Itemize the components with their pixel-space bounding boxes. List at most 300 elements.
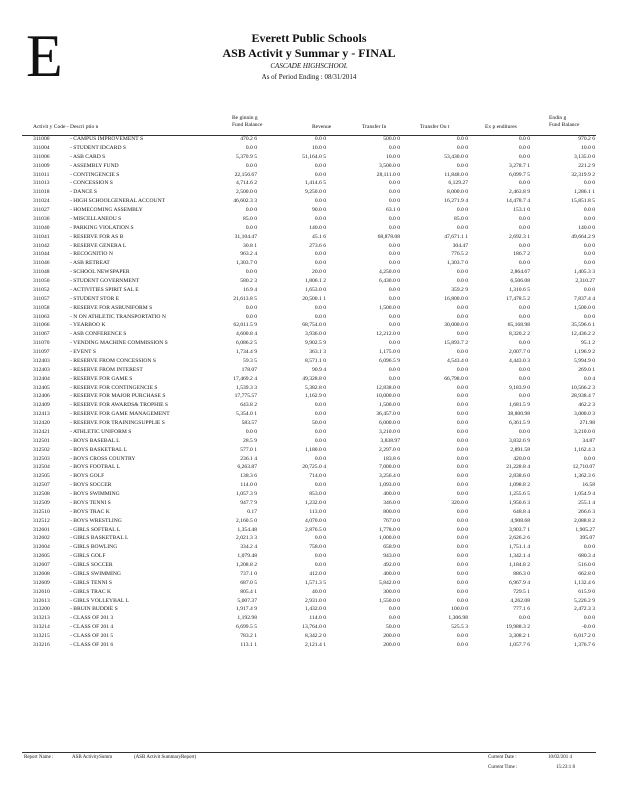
row-ending-balance: 0.0 0 xyxy=(583,260,595,267)
row-code: 311036 xyxy=(33,215,50,222)
row-revenue: 0.0 0 xyxy=(314,455,326,462)
row-revenue: 20.0 0 xyxy=(312,269,326,276)
table-row xyxy=(0,401,618,410)
row-code: 312420 xyxy=(33,420,50,426)
row-ending-balance: 615.9 0 xyxy=(578,588,595,595)
table-row xyxy=(0,490,618,499)
row-transfer-out: 0.0 0 xyxy=(456,437,468,444)
row-beginning-balance: 687.0 5 xyxy=(240,579,257,586)
row-description: - SCHOOL NEWSPAPER xyxy=(70,269,130,276)
row-description: - GIRLS TENNI S xyxy=(70,579,113,586)
table-row xyxy=(0,570,618,579)
row-beginning-balance: 947.7 9 xyxy=(240,499,257,506)
row-transfer-out: 0.0 0 xyxy=(456,446,468,453)
row-revenue: 10.0 0 xyxy=(312,144,326,151)
row-revenue: 140.0 0 xyxy=(309,224,326,231)
row-ending-balance: 1,362.3 6 xyxy=(574,473,595,480)
row-transfer-in: 68,878.08 xyxy=(377,233,400,240)
row-beginning-balance: 1,303.7 0 xyxy=(236,260,257,267)
row-ending-balance: 462.2 3 xyxy=(578,402,595,409)
row-ending-balance: 0.0 4 xyxy=(583,375,595,382)
row-code: 311024 xyxy=(33,198,50,205)
row-description: - ASSEMBLY FUND xyxy=(70,162,119,169)
row-beginning-balance: 46,602.3 3 xyxy=(233,198,257,205)
row-expenditures: 886.3 0 xyxy=(513,570,530,577)
table-row xyxy=(0,153,618,162)
current-time-label: Current Time : xyxy=(488,765,518,770)
row-description: - GIRLS GOLF xyxy=(70,553,106,560)
report-name-description: (ASB Activit SummaryReport) xyxy=(134,755,197,760)
row-description: - PARKING VIOLATION S xyxy=(70,224,134,231)
row-beginning-balance: 4,714.6 2 xyxy=(236,180,257,187)
footer-divider xyxy=(22,752,596,753)
row-ending-balance: 32,319.9 2 xyxy=(571,171,595,178)
row-description: - CONTINGENCIE S xyxy=(70,171,120,178)
row-revenue: 0.0 0 xyxy=(314,136,326,142)
row-transfer-in: 800.0 0 xyxy=(383,508,400,515)
row-code: 312610 xyxy=(33,588,50,595)
row-revenue: 4,070.0 0 xyxy=(305,517,326,524)
row-description: - YEARBOO K xyxy=(70,322,106,329)
row-transfer-in: 0.0 0 xyxy=(388,189,400,196)
row-transfer-out: 47,671.1 1 xyxy=(444,233,468,240)
row-revenue: 0.0 0 xyxy=(314,562,326,568)
row-transfer-out: 320.0 0 xyxy=(451,499,468,506)
row-transfer-in: 28,111.0 0 xyxy=(376,171,400,178)
row-ending-balance: 5,226.2 9 xyxy=(574,597,595,604)
row-transfer-in: 500.0 0 xyxy=(383,136,400,142)
table-row xyxy=(0,419,618,428)
row-code: 311042 xyxy=(33,242,50,249)
row-transfer-out: 0.0 0 xyxy=(456,597,468,604)
row-ending-balance: 0.0 0 xyxy=(583,286,595,293)
row-revenue: 1,653.0 0 xyxy=(305,286,326,293)
row-revenue: 1,162.9 0 xyxy=(305,393,326,400)
row-beginning-balance: 4,600.8 4 xyxy=(236,331,257,338)
row-transfer-in: 0.0 0 xyxy=(388,322,400,329)
row-expenditures: 17,478.5 2 xyxy=(506,295,530,302)
row-ending-balance: 2,310.27 xyxy=(575,278,595,284)
row-revenue: 412.0 0 xyxy=(309,570,326,577)
row-ending-balance: 2,088.8 2 xyxy=(574,517,595,524)
row-code: 312601 xyxy=(33,526,50,533)
row-transfer-out: 8,000.0 0 xyxy=(447,189,468,196)
row-transfer-out: 0.0 0 xyxy=(456,224,468,231)
row-expenditures: 0.0 0 xyxy=(518,428,530,435)
row-beginning-balance: 1,539.3 3 xyxy=(236,384,257,391)
row-revenue: 9,902.5 9 xyxy=(305,340,326,347)
row-code: 312409 xyxy=(33,402,50,409)
row-transfer-in: 492.0 0 xyxy=(383,562,400,568)
row-code: 311063 xyxy=(33,313,50,320)
row-transfer-out: 525.5 3 xyxy=(451,624,468,631)
row-expenditures: 0.0 0 xyxy=(518,393,530,400)
row-transfer-in: 400.0 0 xyxy=(383,491,400,497)
row-beginning-balance: 5,007.37 xyxy=(237,597,257,604)
table-row xyxy=(0,508,618,517)
row-transfer-out: 0.0 0 xyxy=(456,136,468,142)
row-transfer-in: 200.0 0 xyxy=(383,641,400,648)
row-revenue: 0.0 0 xyxy=(314,215,326,222)
row-revenue: 0.0 0 xyxy=(314,304,326,311)
row-transfer-out: 100.0 0 xyxy=(451,606,468,613)
row-transfer-out: 53,430.0 0 xyxy=(444,153,468,160)
row-transfer-in: 0.0 0 xyxy=(388,615,400,622)
row-expenditures: 1,342.1 4 xyxy=(509,553,530,560)
row-transfer-out: 0.0 0 xyxy=(456,144,468,151)
row-transfer-in: 0.0 0 xyxy=(388,260,400,267)
row-transfer-in: 0.0 0 xyxy=(388,606,400,613)
table-row xyxy=(0,410,618,419)
row-code: 312413 xyxy=(33,411,50,418)
report-title: ASB Activit y Summar y - FINAL xyxy=(222,46,396,60)
row-ending-balance: 2,472.3 3 xyxy=(574,606,595,613)
current-date-label: Current Date : xyxy=(488,755,517,760)
row-ending-balance: 34.87 xyxy=(582,437,595,444)
row-description: - ASB CARD S xyxy=(70,153,106,160)
row-ending-balance: 1,905.27 xyxy=(575,526,595,533)
row-description: - CAMPUS IMPROVEMENT S xyxy=(70,136,144,142)
row-description: - DANCE S xyxy=(70,189,98,196)
row-beginning-balance: 805.4 1 xyxy=(240,588,257,595)
table-row xyxy=(0,357,618,366)
row-expenditures: 0.0 0 xyxy=(518,180,530,187)
row-transfer-out: 0.0 0 xyxy=(456,508,468,515)
row-transfer-in: 12,212.0 0 xyxy=(376,331,400,338)
row-expenditures: 6,361.5 9 xyxy=(509,420,530,426)
row-transfer-in: 10.0 0 xyxy=(386,153,400,160)
row-transfer-out: 11,848.0 0 xyxy=(444,171,468,178)
row-code: 312510 xyxy=(33,508,50,515)
row-description: - BOYS CROSS COUNTRY xyxy=(70,455,136,462)
row-description: - ACTIVITIES SPIRIT SAL E xyxy=(70,286,139,293)
row-transfer-in: 63.1 0 xyxy=(386,207,400,213)
row-ending-balance: 1,376.7 6 xyxy=(574,641,595,648)
row-revenue: 0.0 0 xyxy=(314,482,326,489)
row-beginning-balance: 178.07 xyxy=(241,366,257,373)
row-description: - BOYS WRESTLING xyxy=(70,517,122,524)
row-transfer-in: 1,500.0 0 xyxy=(379,304,400,311)
row-ending-balance: 1,054.9 4 xyxy=(574,491,595,497)
row-transfer-out: 6,129.27 xyxy=(448,180,468,187)
row-code: 312604 xyxy=(33,544,50,551)
row-beginning-balance: 85.0 0 xyxy=(243,215,257,222)
row-ending-balance: 7,837.4 4 xyxy=(574,295,595,302)
row-expenditures: 420.0 0 xyxy=(513,455,530,462)
table-row xyxy=(0,384,618,393)
table-row xyxy=(0,242,618,251)
row-expenditures: 0.0 0 xyxy=(518,260,530,267)
table-row xyxy=(0,614,618,623)
row-description: - HIGH SCHOOLGENERAL ACCOUNT xyxy=(70,198,166,205)
row-revenue: 0.0 0 xyxy=(314,162,326,169)
row-expenditures: 4,908.68 xyxy=(510,517,530,524)
row-description: - ASB CONFERENCE S xyxy=(70,331,127,338)
row-expenditures: 1,184.8 2 xyxy=(509,562,530,568)
row-revenue: 0.0 0 xyxy=(314,535,326,542)
row-code: 312505 xyxy=(33,473,50,480)
row-description: - GIRLS BOWLING xyxy=(70,544,118,551)
row-beginning-balance: 737.1 0 xyxy=(240,570,257,577)
row-revenue: 0.0 0 xyxy=(314,251,326,258)
row-revenue: 50.0 0 xyxy=(312,420,326,426)
row-revenue: 49,328.8 0 xyxy=(302,375,326,382)
row-transfer-out: 0.0 0 xyxy=(456,402,468,409)
row-beginning-balance: 17,469.2 4 xyxy=(233,375,257,382)
table-row xyxy=(0,339,618,348)
row-transfer-out: 0.0 0 xyxy=(456,553,468,560)
row-ending-balance: 3,135.0 0 xyxy=(574,153,595,160)
row-beginning-balance: 22,156.67 xyxy=(234,171,257,178)
row-beginning-balance: 643.8 2 xyxy=(240,402,257,409)
column-header-beginning-line1: Be ginnin g xyxy=(232,115,258,121)
row-revenue: 0.0 0 xyxy=(314,313,326,320)
row-expenditures: 14,478.7 4 xyxy=(506,198,530,205)
row-transfer-out: 0.0 0 xyxy=(456,428,468,435)
row-revenue: 363.1 3 xyxy=(309,349,326,355)
row-transfer-in: 0.0 0 xyxy=(388,313,400,320)
row-code: 312509 xyxy=(33,499,50,506)
row-revenue: 853.0 0 xyxy=(309,491,326,497)
row-expenditures: 1,255.6 5 xyxy=(509,491,530,497)
row-code: 312501 xyxy=(33,437,50,444)
row-transfer-out: 1,306.98 xyxy=(448,615,468,622)
row-ending-balance: 3,210.0 0 xyxy=(574,428,595,435)
row-transfer-in: 1,000.0 0 xyxy=(379,535,400,542)
row-ending-balance: 395.07 xyxy=(579,535,595,542)
row-beginning-balance: 6,263.87 xyxy=(237,464,257,471)
row-transfer-out: 359.2 9 xyxy=(451,286,468,293)
row-beginning-balance: 963.2 4 xyxy=(240,251,257,258)
current-date-value: 10/02/201 4 xyxy=(548,755,573,760)
row-transfer-in: 0.0 0 xyxy=(388,242,400,249)
table-row xyxy=(0,313,618,322)
row-beginning-balance: 1,192.98 xyxy=(237,615,257,622)
row-beginning-balance: 16.9 4 xyxy=(243,286,257,293)
row-transfer-out: 0.0 0 xyxy=(456,455,468,462)
row-expenditures: 0.0 0 xyxy=(518,615,530,622)
row-transfer-out: 0.0 0 xyxy=(456,313,468,320)
row-revenue: 2,931.0 0 xyxy=(305,597,326,604)
row-beginning-balance: 31,104.47 xyxy=(234,233,257,240)
row-beginning-balance: 0.0 0 xyxy=(245,144,257,151)
row-transfer-out: 0.0 0 xyxy=(456,482,468,489)
column-header-beginning-line2: Fund Balance xyxy=(232,122,263,128)
row-transfer-out: 0.0 0 xyxy=(456,162,468,169)
row-expenditures: 0.0 0 xyxy=(518,375,530,382)
row-ending-balance: 0.0 0 xyxy=(583,207,595,213)
row-beginning-balance: 113.1 1 xyxy=(240,641,257,648)
row-transfer-in: 0.0 0 xyxy=(388,180,400,187)
row-revenue: 9,250.0 0 xyxy=(305,189,326,196)
row-revenue: 45.1 6 xyxy=(312,233,326,240)
row-expenditures: 4,262.08 xyxy=(510,597,530,604)
row-beginning-balance: 0.0 0 xyxy=(245,304,257,311)
row-code: 311004 xyxy=(33,144,50,151)
row-beginning-balance: 0.0 0 xyxy=(245,313,257,320)
row-transfer-out: 0.0 0 xyxy=(456,393,468,400)
row-ending-balance: 16.58 xyxy=(582,482,595,489)
row-transfer-out: 16,271.9 4 xyxy=(444,198,468,205)
row-ending-balance: 28,938.4 7 xyxy=(571,393,595,400)
row-beginning-balance: 0.0 0 xyxy=(245,162,257,169)
row-code: 312609 xyxy=(33,579,50,586)
row-ending-balance: 0.0 0 xyxy=(583,215,595,222)
row-transfer-in: 0.0 0 xyxy=(388,224,400,231)
row-transfer-out: 0.0 0 xyxy=(456,331,468,338)
row-transfer-in: 0.0 0 xyxy=(388,366,400,373)
row-beginning-balance: 1,208.8 2 xyxy=(236,562,257,568)
row-revenue: 114.0 0 xyxy=(309,615,326,622)
row-code: 311040 xyxy=(33,224,50,231)
row-expenditures: 1,751.1 4 xyxy=(509,544,530,551)
table-row xyxy=(0,321,618,330)
row-description: - MISCELLANEOU S xyxy=(70,215,122,222)
row-ending-balance: 255.1 4 xyxy=(578,499,595,506)
row-transfer-in: 300.0 0 xyxy=(383,588,400,595)
row-expenditures: 2,891.58 xyxy=(510,446,530,453)
row-expenditures: 2,838.6 0 xyxy=(509,473,530,480)
row-code: 311013 xyxy=(33,180,50,187)
row-revenue: 20,500.1 1 xyxy=(302,295,326,302)
row-expenditures: 1,057.7 6 xyxy=(509,641,530,648)
row-revenue: 1,414.6 5 xyxy=(305,180,326,187)
row-expenditures: 2,007.7 0 xyxy=(509,349,530,355)
row-description: - RESERVE FOR MAJOR PURCHASE S xyxy=(70,393,166,400)
table-row xyxy=(0,428,618,437)
row-description: - BRUIN BUDDIE S xyxy=(70,606,118,613)
row-beginning-balance: 783.2 1 xyxy=(240,633,257,639)
row-beginning-balance: 0.0 0 xyxy=(245,428,257,435)
row-code: 312602 xyxy=(33,535,50,542)
row-description: - RESERVE FROM CONCESSION S xyxy=(70,357,156,364)
row-transfer-in: 3,256.4 0 xyxy=(379,473,400,480)
row-transfer-in: 183.8 6 xyxy=(383,455,400,462)
column-header-ending-line2: Fund Balance xyxy=(549,122,580,128)
row-expenditures: 0.0 0 xyxy=(518,340,530,347)
table-row xyxy=(0,162,618,171)
row-beginning-balance: 0.0 0 xyxy=(245,224,257,231)
row-code: 311048 xyxy=(33,269,50,276)
row-description: - GIRLS SOCCER xyxy=(70,562,113,568)
row-ending-balance: 6,017.2 0 xyxy=(574,633,595,639)
table-row xyxy=(0,295,618,304)
row-ending-balance: 95.1 2 xyxy=(581,340,595,347)
row-transfer-in: 0.0 0 xyxy=(388,295,400,302)
row-ending-balance: 266.6 3 xyxy=(578,508,595,515)
row-beginning-balance: 580.2 3 xyxy=(240,278,257,284)
row-transfer-out: 0.0 0 xyxy=(456,562,468,568)
row-description: - BOYS GOLF xyxy=(70,473,105,480)
table-row xyxy=(0,135,618,144)
row-code: 311027 xyxy=(33,207,50,213)
row-code: 311052 xyxy=(33,286,50,293)
row-revenue: 0.0 0 xyxy=(314,198,326,205)
row-transfer-in: 0.0 0 xyxy=(388,340,400,347)
row-code: 312605 xyxy=(33,553,50,560)
row-revenue: 0.0 0 xyxy=(314,553,326,560)
row-code: 312507 xyxy=(33,482,50,489)
row-revenue: 1,571.3 5 xyxy=(305,579,326,586)
row-transfer-out: 0.0 0 xyxy=(456,535,468,542)
row-expenditures: 38,800.98 xyxy=(507,411,530,418)
column-header-expenditures: Ex p enditures xyxy=(485,124,517,130)
table-row xyxy=(0,552,618,561)
table-row xyxy=(0,579,618,588)
row-transfer-in: 0.0 0 xyxy=(388,144,400,151)
row-revenue: 714.0 0 xyxy=(309,473,326,480)
row-beginning-balance: 114.0 0 xyxy=(240,482,257,489)
row-expenditures: 3,903.7 1 xyxy=(509,526,530,533)
row-description: - CLASS OF 201 3 xyxy=(70,615,114,622)
row-description: - BOYS BASKETBAL L xyxy=(70,446,128,453)
row-expenditures: 0.0 0 xyxy=(518,215,530,222)
table-row xyxy=(0,171,618,180)
row-ending-balance: 140.0 0 xyxy=(578,224,595,231)
row-code: 311018 xyxy=(33,189,50,196)
table-row xyxy=(0,268,618,277)
row-revenue: 113.0 0 xyxy=(309,508,326,515)
row-expenditures: 1,950.6 3 xyxy=(509,499,530,506)
row-description: - VENDING MACHINE COMMISSION S xyxy=(70,340,168,347)
table-row xyxy=(0,179,618,188)
row-transfer-in: 200.0 0 xyxy=(383,633,400,639)
row-revenue: 51,164.0 5 xyxy=(302,153,326,160)
row-ending-balance: 680.3 4 xyxy=(578,553,595,560)
table-row xyxy=(0,623,618,632)
table-row xyxy=(0,375,618,384)
row-transfer-out: 66,798.0 0 xyxy=(444,375,468,382)
row-code: 312403 xyxy=(33,366,50,373)
row-transfer-in: 5,842.0 0 xyxy=(379,579,400,586)
table-row xyxy=(0,517,618,526)
row-ending-balance: 1,132.4 6 xyxy=(574,579,595,586)
column-header-transfer-out: Transfer Ou t xyxy=(420,124,450,130)
row-code: 312607 xyxy=(33,562,50,568)
row-transfer-in: 943.0 0 xyxy=(383,553,400,560)
row-beginning-balance: 0.17 xyxy=(247,508,257,515)
row-transfer-out: 30,000.0 0 xyxy=(444,322,468,329)
row-description: - STUDENT GOVERNMENT xyxy=(70,278,140,284)
row-ending-balance: 1,162.4 3 xyxy=(574,446,595,453)
row-ending-balance: 269.0 1 xyxy=(578,366,595,373)
row-transfer-out: 0.0 0 xyxy=(456,526,468,533)
row-description: - RESERVE FOR CONTINGENCIE S xyxy=(70,384,158,391)
row-expenditures: 2,463.8 9 xyxy=(509,189,530,196)
table-row xyxy=(0,233,618,242)
row-beginning-balance: 6,699.5 5 xyxy=(236,624,257,631)
row-beginning-balance: 30.8 1 xyxy=(243,242,257,249)
row-ending-balance: 516.0 0 xyxy=(578,562,595,568)
row-transfer-out: 0.0 0 xyxy=(456,349,468,355)
row-beginning-balance: 0.0 0 xyxy=(245,207,257,213)
row-transfer-in: 1,500.0 0 xyxy=(379,402,400,409)
table-row xyxy=(0,588,618,597)
row-ending-balance: 970.2 6 xyxy=(578,136,595,142)
row-ending-balance: 0.0 0 xyxy=(583,455,595,462)
row-description: - RESERVE GENERA L xyxy=(70,242,127,249)
table-row xyxy=(0,250,618,259)
row-expenditures: 3,278.7 1 xyxy=(509,162,530,169)
table-row xyxy=(0,534,618,543)
row-transfer-out: 15,893.7 2 xyxy=(444,340,468,347)
row-beginning-balance: 1,354.48 xyxy=(237,526,257,533)
row-beginning-balance: 470.2 6 xyxy=(240,136,257,142)
row-expenditures: 65,168.98 xyxy=(507,322,530,329)
row-transfer-out: 0.0 0 xyxy=(456,579,468,586)
row-transfer-out: 0.0 0 xyxy=(456,588,468,595)
row-transfer-out: 1,303.7 0 xyxy=(447,260,468,267)
